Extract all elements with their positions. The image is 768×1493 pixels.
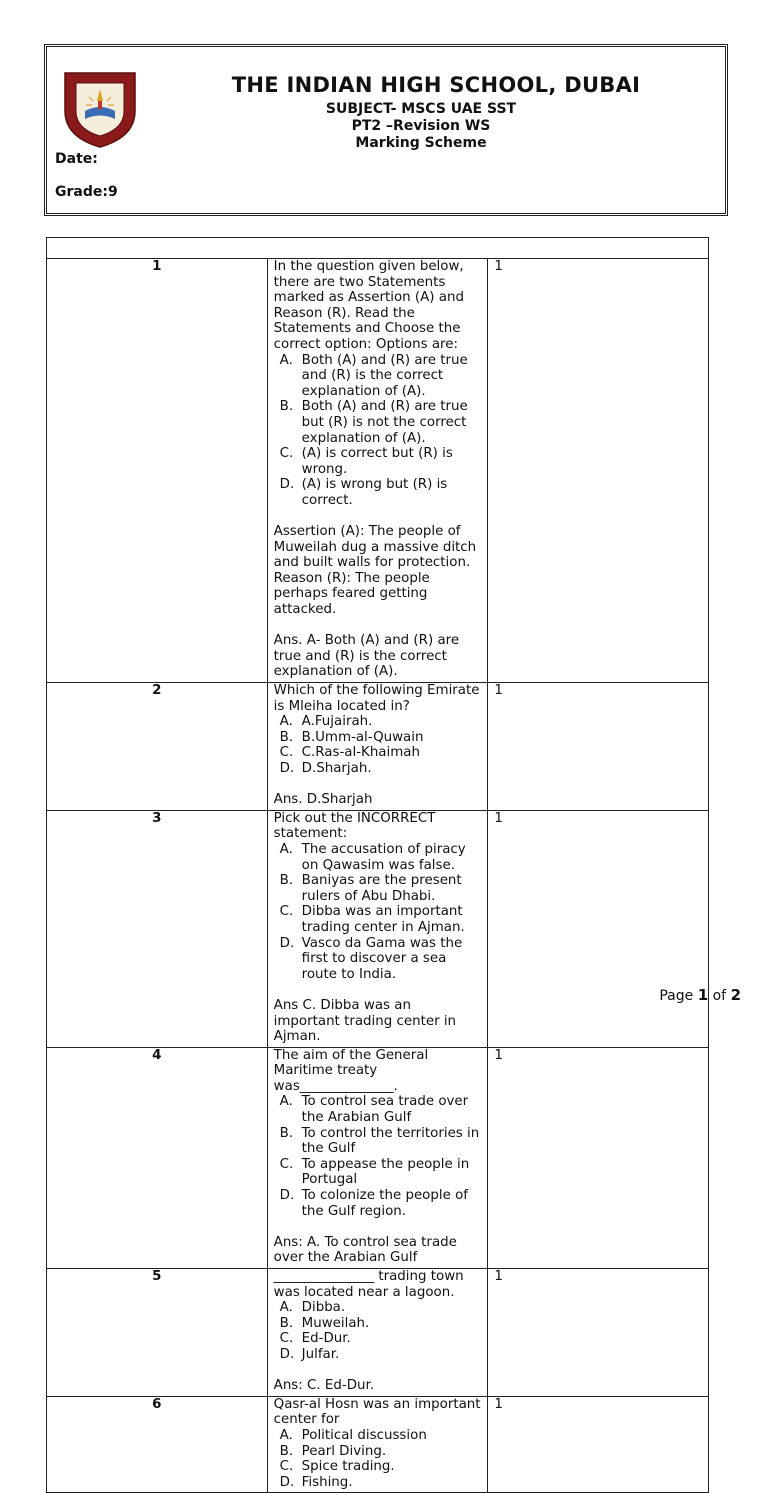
page-word: Page: [659, 988, 694, 1004]
option-item: [274, 714, 482, 730]
question-number: 1: [47, 259, 268, 683]
option-letter: B.: [279, 399, 294, 415]
option-letter: B.: [279, 1125, 294, 1141]
option-item: [274, 1459, 482, 1475]
option-text: Baniyas are the present rulers of Abu Dhabi.: [301, 873, 462, 904]
of-word: of: [712, 988, 727, 1004]
option-text: Vasco da Gama was the first to discover a sea route to India.: [301, 935, 463, 982]
option-letter: B.: [279, 1443, 294, 1459]
question-content: [267, 259, 488, 683]
statement-text: Reason (R): The people perhaps feared getting attacked.: [273, 570, 430, 618]
option-item: [274, 936, 482, 983]
option-text: B.Umm-al-Quwain: [301, 729, 424, 745]
option-letter: B.: [279, 1315, 294, 1331]
question-number: 4: [47, 1047, 268, 1268]
option-item: [274, 1347, 482, 1363]
question-stem: Pick out the INCORRECT statement:: [273, 810, 436, 842]
answer-key: Ans: C. Ed-Dur.: [273, 1378, 375, 1394]
option-letter: A.: [279, 1427, 293, 1443]
option-letter: D.: [279, 1346, 295, 1362]
option-item: [274, 1316, 482, 1332]
marks-value: 1: [488, 259, 709, 683]
option-text: To control the territories in the Gulf: [301, 1125, 480, 1157]
question-stem: Which of the following Emirate is Mleiha located in?: [273, 683, 480, 714]
option-item: [274, 353, 482, 400]
marks-value: 1: [488, 1269, 709, 1397]
question-content: [267, 683, 488, 811]
option-text: Dibba was an important trading center in Ajman.: [301, 904, 465, 935]
option-item: [274, 904, 482, 935]
option-text: To control sea trade over the Arabian Gulf: [301, 1094, 469, 1126]
spacer: [274, 509, 482, 525]
option-text: To colonize the people of the Gulf region.: [301, 1188, 468, 1219]
option-letter: C.: [279, 1459, 294, 1475]
option-letter: D.: [279, 761, 295, 776]
subject-line: SUBJECT- MSCS UAE SST: [325, 101, 517, 117]
question-row: [47, 683, 709, 811]
option-text: Both (A) and (R) are true but (R) is not the correct explanation of (A).: [301, 399, 468, 446]
option-item: [274, 477, 482, 508]
option-text: To appease the people in Portugal: [301, 1156, 470, 1188]
date-label: Date:: [55, 151, 98, 167]
option-letter: D.: [279, 1474, 295, 1490]
spacer: [274, 777, 482, 793]
option-letter: D.: [279, 1188, 295, 1204]
option-letter: C.: [279, 446, 294, 462]
option-text: Dibba.: [301, 1300, 346, 1316]
option-item: [274, 730, 482, 746]
question-stem: The aim of the General Maritime treaty was______________.: [273, 1047, 429, 1094]
answer-key: Ans. A- Both (A) and (R) are true and (R) is the correct explanation of (A).: [273, 633, 460, 680]
statement-text: Assertion (A): The people of Muweilah dug a massive ditch and built walls for protection.: [273, 524, 477, 571]
question-number: 2: [47, 683, 268, 811]
option-text: The accusation of piracy on Qawasim was false.: [301, 841, 466, 873]
test-line: PT2 –Revision WS: [351, 118, 491, 134]
question-row: [47, 1269, 709, 1397]
option-letter: C.: [279, 745, 294, 761]
spacer: [274, 618, 482, 634]
answer-key: Ans. D.Sharjah: [273, 792, 373, 808]
option-item: [274, 1444, 482, 1460]
option-text: Spice trading.: [301, 1459, 395, 1475]
option-text: (A) is correct but (R) is wrong.: [301, 446, 453, 477]
marks-value: 1: [488, 810, 709, 1047]
option-text: (A) is wrong but (R) is correct.: [301, 477, 448, 508]
option-letter: D.: [279, 935, 295, 951]
marks-value: 1: [488, 1396, 709, 1493]
question-number: 6: [47, 1396, 268, 1493]
option-item: [274, 1475, 482, 1491]
option-item: [274, 1300, 482, 1316]
question-content: [267, 1047, 488, 1268]
option-letter: C.: [279, 1331, 294, 1347]
question-row: [47, 259, 709, 683]
option-text: A.Fujairah.: [301, 714, 373, 730]
spacer: [274, 1363, 482, 1379]
option-item: [274, 1188, 482, 1219]
option-letter: D.: [279, 477, 295, 493]
option-letter: B.: [279, 729, 294, 745]
option-letter: A.: [279, 352, 293, 368]
questions-table: [46, 237, 709, 1493]
option-item: [274, 745, 482, 761]
question-row: [47, 1396, 709, 1493]
question-number: 5: [47, 1269, 268, 1397]
option-item: [274, 761, 482, 777]
option-item: [274, 842, 482, 873]
option-letter: C.: [279, 1156, 294, 1172]
option-item: [274, 1126, 482, 1157]
page-footer: [659, 986, 741, 1004]
option-letter: A.: [279, 841, 293, 857]
current-page: 1: [697, 986, 709, 1004]
question-content: [267, 1396, 488, 1493]
option-text: Both (A) and (R) are true and (R) is the correct explanation of (A).: [301, 352, 468, 399]
question-row: [47, 1047, 709, 1268]
table-header-row: [47, 238, 709, 259]
option-text: Ed-Dur.: [301, 1331, 351, 1347]
option-item: [274, 446, 482, 477]
question-stem: Qasr-al Hosn was an important center for: [273, 1396, 481, 1428]
option-item: [274, 1094, 482, 1125]
option-text: Pearl Diving.: [301, 1443, 387, 1459]
total-pages: 2: [730, 986, 741, 1004]
option-item: [274, 1331, 482, 1347]
option-letter: A.: [279, 714, 293, 730]
option-text: Political discussion: [301, 1427, 427, 1443]
question-number: 3: [47, 810, 268, 1047]
answer-key: Ans: A. To control sea trade over the Arabian Gulf: [273, 1234, 457, 1266]
option-item: [274, 1428, 482, 1444]
question-stem: _______________ trading town was located near a lagoon.: [273, 1269, 464, 1300]
option-text: C.Ras-al-Khaimah: [301, 745, 420, 761]
option-text: Muweilah.: [301, 1315, 370, 1331]
option-text: Fishing.: [301, 1474, 353, 1490]
document-type: Marking Scheme: [355, 135, 487, 151]
school-name: THE INDIAN HIGH SCHOOL, DUBAI: [231, 73, 641, 97]
option-text: D.Sharjah.: [301, 761, 372, 776]
option-letter: A.: [279, 1094, 293, 1110]
question-row: [47, 810, 709, 1047]
option-item: [274, 1157, 482, 1188]
option-text: Julfar.: [301, 1346, 340, 1362]
option-letter: B.: [279, 873, 294, 889]
spacer: [274, 982, 482, 998]
question-content: [267, 1269, 488, 1397]
marks-value: 1: [488, 1047, 709, 1268]
option-item: [274, 399, 482, 446]
grade-label: Grade:9: [55, 184, 118, 200]
answer-key: Ans C. Dibba was an important trading center in Ajman.: [273, 997, 457, 1045]
spacer: [274, 1219, 482, 1235]
question-stem: In the question given below, there are two Statements marked as Assertion (A) and Reason (R). Read the Statements and Choose the correct option: Options are:: [273, 259, 464, 352]
document-header: [44, 44, 728, 216]
option-item: [274, 873, 482, 904]
question-content: [267, 810, 488, 1047]
option-letter: A.: [279, 1300, 293, 1316]
option-letter: C.: [279, 904, 294, 920]
marks-value: 1: [488, 683, 709, 811]
